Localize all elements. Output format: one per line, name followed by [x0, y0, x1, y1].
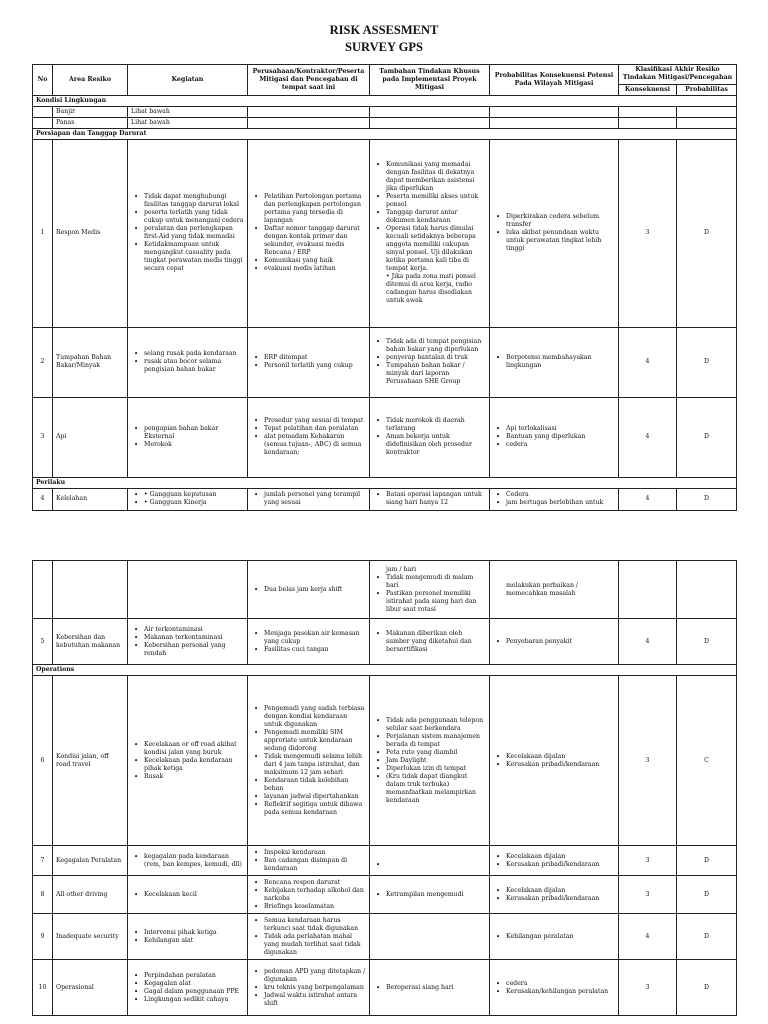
list-item: • Bantuan yang diperlukan [506, 433, 615, 441]
row-no: 2 [33, 327, 53, 397]
row-tambahan-list [373, 491, 486, 507]
list-item: • Perpindahan peralatan [144, 972, 244, 980]
section-row [33, 477, 737, 488]
row-area: Operasional [53, 960, 128, 1016]
list-item: • Air terkontaminasi [144, 626, 244, 634]
list-item: • Lingkungan sedikit cahaya [144, 996, 244, 1004]
header-probabilitas-col: Probabilitas [677, 84, 737, 95]
row-probabilitas-list [493, 638, 615, 646]
list-item: • Api terlokalisasi [506, 425, 615, 433]
row-kegiatan-list [131, 425, 244, 449]
table-row [33, 846, 737, 876]
list-item: • Tepat pelatihan dan peralatan [264, 425, 366, 433]
list-item: • Beroperasi siang hari [386, 984, 486, 992]
list-item: • Menjaga pasokan air kemasan yang cukup [264, 630, 366, 646]
list-item: • Tidak ada perlahatan mahal yang mudah terlihat saat tidak digunakan [264, 933, 366, 957]
list-item: • Ban cadangan disimpan di kendaraan [264, 857, 366, 873]
row-kegiatan-list [131, 491, 244, 507]
section-row [33, 128, 737, 139]
list-item: • Semua kendaraan harus terkunci saat tidak digunakan [264, 917, 366, 933]
row-probabilitas [490, 139, 619, 327]
list-item: • peralatan dan perlengkapan first-Aid yang tidak memadai [144, 225, 244, 241]
row-perusahaan-list [251, 849, 366, 873]
list-item: • Fasilitas cuci tangan [264, 646, 366, 654]
list-item: • Intervensi pihak ketiga [144, 929, 244, 937]
row-kegiatan-list [131, 741, 244, 781]
list-item: • penyerap bantalan di truk [386, 354, 486, 362]
header-no: No [33, 65, 53, 96]
list-item: • evakuasi medis latihan [264, 265, 366, 273]
row-kegiatan [128, 561, 248, 619]
list-item: • Batasi operasi lapangan untuk siang hari hanya 12 [386, 491, 486, 507]
row-probabilitas [490, 960, 619, 1016]
header-klasifikasi: Klasifikasi Akhir Resiko Tindakan Mitigasi/Pencegahan [619, 65, 737, 85]
env-empty [370, 106, 490, 117]
row-konsekuensi: 4 [619, 327, 677, 397]
row-kegiatan-list [131, 193, 244, 273]
row-kegiatan-list [131, 626, 244, 658]
row-kegiatan [128, 876, 248, 914]
row-no: 1 [33, 139, 53, 327]
title-line-1: RISK ASSESMENT [329, 23, 439, 37]
row-probabilitas [490, 676, 619, 846]
row-perusahaan-list [251, 417, 366, 457]
row-area [53, 561, 128, 619]
row-perusahaan [248, 397, 370, 477]
row-tambahan [370, 876, 490, 914]
row-tambahan-list [373, 984, 486, 992]
title-line-2: SURVEY GPS [345, 40, 423, 54]
row-konsekuensi: 3 [619, 960, 677, 1016]
list-item: • Ketidakmampuan untuk mengangkut casuality pada tingkat perawatan medis tinggi secara cepat [144, 241, 244, 273]
row-tambahan [370, 619, 490, 665]
risk-table [32, 64, 737, 511]
list-item: • Tumpahan bahan bakar / minyak dari laporan Perusahaan SHE Group [386, 362, 486, 386]
list-item: • selang rusak pada kendaraan [144, 350, 244, 358]
row-kegiatan [128, 619, 248, 665]
list-item: • pedoman APD yang ditetapkan / digunakan [264, 968, 366, 984]
env-kegiatan: Lihat bawah [128, 106, 248, 117]
row-area: Kondisi jalan, off road travel [53, 676, 128, 846]
list-item: • Dua belas jam kerja shift [264, 586, 366, 594]
list-item: • Diperkirakan cedera sebelum transfer [506, 213, 615, 229]
row-kegiatan-list [131, 853, 244, 869]
row-tambahan [370, 327, 490, 397]
header-tambahan: Tambahan Tindakan Khusus pada Implementasi Proyek Mitigasi [370, 65, 490, 96]
section-label: Perilaku [33, 477, 737, 488]
row-tambahan [370, 397, 490, 477]
row-no: 3 [33, 397, 53, 477]
list-item: • Makanan diberikan oleh sumber yang diketahui dan bersertifikasi [386, 630, 486, 654]
row-prob: D [677, 960, 737, 1016]
row-area: Tumpahan Bahan Bakar/Minyak [53, 327, 128, 397]
list-item: • Komunikasi yang baik [264, 257, 366, 265]
row-perusahaan-list [251, 491, 366, 507]
row-prob: D [677, 846, 737, 876]
row-perusahaan [248, 488, 370, 510]
row-tambahan [370, 846, 490, 876]
row-tambahan-list [373, 417, 486, 457]
row-probabilitas [490, 488, 619, 510]
row-konsekuensi: 4 [619, 914, 677, 960]
row-kegiatan-list [131, 929, 244, 945]
table-row [33, 397, 737, 477]
list-item: • Jadwal waktu istirahat antara shift [264, 992, 366, 1008]
list-item: • Kecelakaan pada kendaraan pihak ketiga [144, 757, 244, 773]
env-no [33, 117, 53, 128]
row-prob: D [677, 488, 737, 510]
section-label: Operations [33, 665, 737, 676]
row-konsekuensi: 4 [619, 488, 677, 510]
env-row [33, 117, 737, 128]
row-prob: D [677, 914, 737, 960]
row-kegiatan [128, 914, 248, 960]
list-item: • Diperlukan izin di tempat [386, 765, 486, 773]
row-probabilitas-list [493, 491, 615, 507]
table-row [33, 960, 737, 1016]
env-area: Panas [53, 117, 128, 128]
list-item: • Prosedur yang sesuai di tempat [264, 417, 366, 425]
row-area: Kegagalan Peralatan [53, 846, 128, 876]
row-perusahaan [248, 561, 370, 619]
row-tambahan-list [373, 161, 486, 305]
section-row [33, 95, 737, 106]
row-perusahaan [248, 139, 370, 327]
table-row [33, 619, 737, 665]
row-konsekuensi: 3 [619, 676, 677, 846]
list-item: • Aman bekerja untuk didefinisikan oleh prosedur kontraktor [386, 433, 486, 457]
row-probabilitas-list [493, 425, 615, 449]
row-prob: D [677, 397, 737, 477]
continued-row [33, 561, 737, 619]
row-kegiatan-list [131, 350, 244, 374]
section-label: Persiapan dan Tanggap Darurat [33, 128, 737, 139]
row-perusahaan-list [251, 586, 366, 594]
env-empty [370, 117, 490, 128]
list-item: • (Kru tidak dapat diangkut dalam truk terbuka) memanfaatkan melampirkan kendaraan [386, 773, 486, 805]
header-perusahaan: Perusahaan/Kontraktor/Peserta Mitigasi dan Pencegahan di tempat saat ini [248, 65, 370, 96]
list-item: • Kendaraan tidak kelebihan beban [264, 777, 366, 793]
row-prob: C [677, 676, 737, 846]
env-empty [619, 117, 677, 128]
list-item: • Kecelakaan or off road akibat kondisi jalan yang buruk [144, 741, 244, 757]
row-kegiatan [128, 397, 248, 477]
row-perusahaan [248, 327, 370, 397]
list-item: • Pelatihan Pertolongan pertama dan perlengkapan pertolongan pertama yang tersedia di lapangan [264, 193, 366, 225]
row-probabilitas [490, 397, 619, 477]
list-item: • Gagal dalam penggunaan PPE [144, 988, 244, 996]
continued-text: jam / hari [386, 565, 417, 573]
row-probabilitas-list [493, 354, 615, 370]
list-item: • Rusak [144, 773, 244, 781]
list-item: • Tidak dapat menghubungi fasilitas tanggap darurat lokal [144, 193, 244, 209]
row-prob: D [677, 876, 737, 914]
list-item: • Kerusakan pribadi/kendaraan [506, 761, 615, 769]
list-item: • Cedera [506, 491, 615, 499]
list-item: • Pastikan personel memiliki istirahat pada siang hari dan libur saat rotasi [386, 590, 486, 614]
page-gap [0, 520, 768, 560]
row-area: Kelelahan [53, 488, 128, 510]
list-item: • Pengemudi memiliki SIM approriate untuk kendaraan sedang didorong [264, 729, 366, 753]
list-item: • Perjalanan sistem manajemen berada di tempat [386, 733, 486, 749]
list-item: • peserta terlatih yang tidak cukup untuk menangani cedera [144, 209, 244, 225]
list-item: • Penyebaran penyakit [506, 638, 615, 646]
row-probabilitas [490, 876, 619, 914]
list-item: • Kerusakan pribadi/kendaraan [506, 861, 615, 869]
row-perusahaan [248, 914, 370, 960]
list-item: • Kerusakan pribadi/kendaraan [506, 895, 615, 903]
row-tambahan-list [373, 574, 486, 614]
row-tambahan [370, 676, 490, 846]
row-no: 5 [33, 619, 53, 665]
table-row [33, 876, 737, 914]
list-item: • Tidak ada penggunaan telepon selular saat berkendara [386, 717, 486, 733]
document-title [0, 22, 768, 56]
list-item: • alat pemadam Kebakaran (semua tujuan-, ABC) di semua kendaraan; [264, 433, 366, 457]
env-row [33, 106, 737, 117]
list-item: • Tidak ada di tempat pengisian bahan bakar yang diperlukan [386, 338, 486, 354]
row-prob: D [677, 327, 737, 397]
document-page-2 [0, 560, 768, 1024]
row-konsekuensi: 3 [619, 139, 677, 327]
table-row [33, 914, 737, 960]
row-perusahaan-list [251, 917, 366, 957]
list-item: • kegagalan pada kendaraan (rem, ban kempes, kemudi, dll) [144, 853, 244, 869]
row-konsekuensi: 4 [619, 397, 677, 477]
list-item: • Reflektif segitiga untuk dibawa pada semua kendaraan [264, 801, 366, 817]
env-empty [248, 117, 370, 128]
row-kegiatan [128, 676, 248, 846]
row-area: Kebersihan dan kebutuhan makanan [53, 619, 128, 665]
env-empty [490, 106, 619, 117]
header-konsekuensi: Konsekuensi [619, 84, 677, 95]
row-perusahaan-list [251, 193, 366, 273]
row-tambahan-list [373, 891, 486, 899]
row-no [33, 561, 53, 619]
env-empty [677, 106, 737, 117]
list-item: • jam bertugas berlebihan untuk [506, 499, 615, 507]
list-item: • Kecelakaan dijalan [506, 853, 615, 861]
row-tambahan [370, 960, 490, 1016]
row-kegiatan [128, 488, 248, 510]
list-item: • Kebersihan personal yang rendah [144, 642, 244, 658]
row-no: 7 [33, 846, 53, 876]
row-konsekuensi [619, 561, 677, 619]
table-body [33, 95, 737, 510]
list-item: • Peta rute yang diambil [386, 749, 486, 757]
list-item: • Briefings keselamatan [264, 903, 366, 911]
env-empty [490, 117, 619, 128]
row-probabilitas [490, 327, 619, 397]
row-prob: D [677, 139, 737, 327]
list-item: • Inspeksi kendaraan [264, 849, 366, 857]
row-kegiatan [128, 327, 248, 397]
table-row [33, 488, 737, 510]
list-item: • kru teknis yang berpengalaman [264, 984, 366, 992]
list-item: • Peserta memiliki akses untuk ponsel [386, 193, 486, 209]
list-item: • Kecelakaan kecil [144, 891, 244, 899]
row-kegiatan-list [131, 972, 244, 1004]
row-perusahaan [248, 846, 370, 876]
list-item: • Kecelakaan dijalan [506, 753, 615, 761]
row-area: All other driving [53, 876, 128, 914]
list-item: • pengapian bahan bakar Eksternal [144, 425, 244, 441]
risk-table-continued [32, 560, 737, 1016]
list-item: • Daftar nomor tanggap darurat dengan kontak primer dan sekunder, evakuasi medis Rencana / ERP [264, 225, 366, 257]
row-probabilitas-list [493, 980, 615, 996]
row-konsekuensi: 3 [619, 846, 677, 876]
section-label: Kondisi Lingkungan [33, 95, 737, 106]
row-probabilitas-list [493, 753, 615, 769]
list-item: • • Gangguan Kinerja [144, 499, 244, 507]
row-kegiatan-list [131, 891, 244, 899]
list-item: • Kerusakan/kehilangan peralatan [506, 988, 615, 996]
list-item: • Tidak mengemudi selama lebih dari 4 jam tanpa istirahat, dan maksimum 12 jam sehari [264, 753, 366, 777]
row-konsekuensi: 4 [619, 619, 677, 665]
row-tambahan-list [373, 717, 486, 805]
row-probabilitas [490, 846, 619, 876]
row-perusahaan-list [251, 705, 366, 817]
list-item: • ERP ditempat [264, 354, 366, 362]
row-area: Respon Medis [53, 139, 128, 327]
row-probabilitas-list [493, 213, 615, 253]
row-no: 9 [33, 914, 53, 960]
row-perusahaan-list [251, 354, 366, 370]
continued-text: melakukan perbaikan / memecahkan masalah [506, 581, 579, 597]
header-probabilitas: Probabilitas Konsekuensi Potensi Pada Wilayah Mitigasi [490, 65, 619, 96]
env-empty [677, 117, 737, 128]
row-no: 10 [33, 960, 53, 1016]
list-item: • Operasi tidak harus dimulai kecuali setidaknya beberapa anggota memiliki cakupan sinyal ponsel. Uji dilakukan ketika pertama kali tiba di tempat kerja. • Jika pada zona mati ponsel ditemui di area kerja, radio cadangan harus disediakan untuk awak [386, 225, 486, 305]
list-item: • Kegagalan alat [144, 980, 244, 988]
row-no: 8 [33, 876, 53, 914]
row-perusahaan-list [251, 630, 366, 654]
row-probabilitas-list [493, 887, 615, 903]
list-item: • Tidak merokok di daerah terlarang [386, 417, 486, 433]
list-item: • jumlah personel yang terampil yang sesuai [264, 491, 366, 507]
row-tambahan [370, 914, 490, 960]
list-item: • Makanan terkontaminasi [144, 634, 244, 642]
list-item: • Personil terlatih yang cukup [264, 362, 366, 370]
row-tambahan-list [373, 338, 486, 386]
section-row [33, 665, 737, 676]
list-item: • • Gangguan keputusan [144, 491, 244, 499]
row-prob [677, 561, 737, 619]
row-kegiatan [128, 846, 248, 876]
header-kegiatan: Kegiatan [128, 65, 248, 96]
row-perusahaan-list [251, 968, 366, 1008]
row-no: 4 [33, 488, 53, 510]
row-konsekuensi: 3 [619, 876, 677, 914]
header-area: Area Resiko [53, 65, 128, 96]
list-item: • cedera [506, 980, 615, 988]
row-perusahaan [248, 676, 370, 846]
list-item: • Merokok [144, 441, 244, 449]
row-area: Inadequate security [53, 914, 128, 960]
table-row [33, 676, 737, 846]
list-item: • Kehilangan alat [144, 937, 244, 945]
row-no: 6 [33, 676, 53, 846]
env-empty [248, 106, 370, 117]
list-item: • Pengemudi yang sudah terbiasa dengan kondisi kendaraan untuk digunakan [264, 705, 366, 729]
row-kegiatan [128, 960, 248, 1016]
row-kegiatan [128, 139, 248, 327]
row-perusahaan [248, 619, 370, 665]
row-perusahaan-list [251, 879, 366, 911]
env-empty [619, 106, 677, 117]
row-area: Api [53, 397, 128, 477]
list-item: • Komunikasi yang memadai dengan fasilitas di dekatnya dapat memberikan asistensi jika diperlukan [386, 161, 486, 193]
table-body-continued [33, 561, 737, 1016]
row-tambahan-list [373, 630, 486, 654]
list-item: • Kecelakaan dijalan [506, 887, 615, 895]
table-row [33, 139, 737, 327]
env-kegiatan: Lihat bawah [128, 117, 248, 128]
row-tambahan [370, 488, 490, 510]
row-perusahaan [248, 960, 370, 1016]
list-item: • Kebijakan terhadap alkohol dan narkoba [264, 887, 366, 903]
list-item: • Tidak mengemudi di malam hari [386, 574, 486, 590]
row-probabilitas [490, 914, 619, 960]
row-probabilitas-list [493, 853, 615, 869]
list-item: • Rencana respon darurat [264, 879, 366, 887]
table-row [33, 327, 737, 397]
list-item: • cedera [506, 441, 615, 449]
list-item: • Ketrampilan mengemudi [386, 891, 486, 899]
list-item: • rusak atau bocor selama pengisian bahan bakar [144, 358, 244, 374]
row-probabilitas-list [493, 933, 615, 941]
row-probabilitas [490, 619, 619, 665]
row-prob: D [677, 619, 737, 665]
list-item: • Jam Daylight [386, 757, 486, 765]
list-item: • Tanggap darurat antar dokumen kendaraan [386, 209, 486, 225]
row-probabilitas [490, 561, 619, 619]
env-area: Banjir [53, 106, 128, 117]
row-perusahaan [248, 876, 370, 914]
env-no [33, 106, 53, 117]
list-item: • layanan jadwal dipertahankan [264, 793, 366, 801]
list-item: • Berpotensi membahayakan lingkungan [506, 354, 615, 370]
row-tambahan [370, 139, 490, 327]
row-tambahan [370, 561, 490, 619]
list-item: • luka akibat penundaan waktu untuk perawatan tingkat lebih tinggi [506, 229, 615, 253]
list-item: • Kehilangan peralatan [506, 933, 615, 941]
